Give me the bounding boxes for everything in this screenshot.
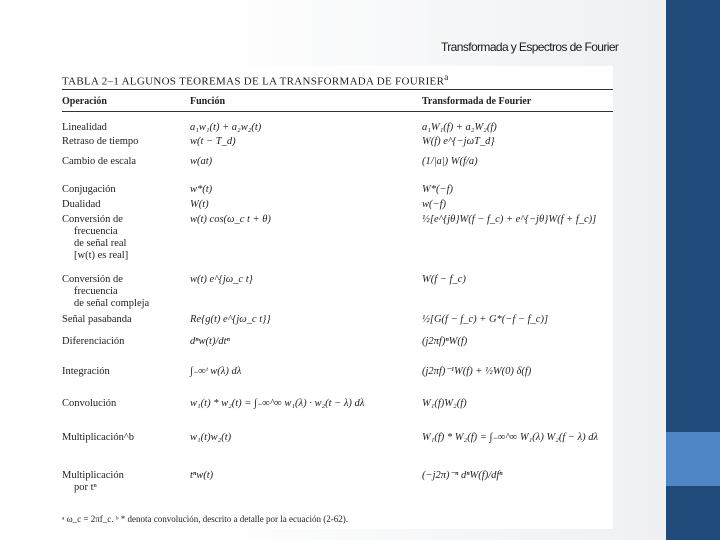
table-cell-function: w₁(t)w₂(t) [190,432,232,443]
table-cell-function: w(t − T_d) [190,136,236,147]
table-cell-operation: Convolución [62,398,117,409]
table-footnote: ᵃ ω_c = 2πf_c. ᵇ * denota convolución, descrito a detalle por la ecuación (2-62). [62,514,348,524]
table-cell-transform: W(f) e^{−jωT_d} [422,136,495,147]
table-cell-function: w(t) cos(ω_c t + θ) [190,214,271,225]
table-cell-operation: Señal pasabanda [62,314,132,325]
accent-bar-top [666,0,720,432]
table-cell-transform: W*(−f) [422,184,453,195]
table-cell-operation: Diferenciación [62,336,125,347]
table-cell-function: w(t) e^{jω_c t} [190,274,253,285]
table-cell-transform: a₁W₁(f) + a₂W₂(f) [422,122,497,133]
table-cell-function: tⁿw(t) [190,470,214,481]
header-operation: Operación [62,96,107,107]
table-cell-function: ∫₋∞ᵗ w(λ) dλ [190,366,242,377]
table-caption [62,72,449,88]
table-cell-operation: Conjugación [62,184,116,195]
table-caption-mark: a [444,72,449,82]
table-cell-transform: ½[G(f − f_c) + G*(−f − f_c)] [422,314,549,325]
table-cell-operation: Multiplicación [62,470,124,481]
table-cell-transform: (−j2π)⁻ⁿ dⁿW(f)/dfⁿ [422,470,503,481]
table-cell-function: Re{g(t) e^{jω_c t}} [190,314,271,325]
table-cell-operation: frecuencia [74,286,118,297]
table-cell-operation: de señal real [74,238,127,249]
slide-title: Transformada y Espectros de Fourier [441,40,619,54]
table-cell-operation: Dualidad [62,199,101,210]
fourier-theorems-table [54,66,613,529]
table-cell-transform: w(−f) [422,199,446,210]
table-cell-operation: Linealidad [62,122,107,133]
table-cell-transform: W(f − f_c) [422,274,466,285]
table-cell-operation: Cambio de escala [62,156,137,167]
table-cell-transform: W₁(f)W₂(f) [422,398,467,409]
table-header-rule [62,111,613,112]
table-cell-operation: Integración [62,366,110,377]
table-cell-transform: ½[e^{jθ}W(f − f_c) + e^{−jθ}W(f + f_c)] [422,214,597,225]
table-cell-transform: (j2πf)ⁿW(f) [422,336,468,347]
table-cell-operation: Conversión de [62,214,123,225]
table-caption-text: TABLA 2–1 ALGUNOS TEOREMAS DE LA TRANSFORMADA DE FOURIER [62,75,445,88]
table-cell-operation: de señal compleja [74,298,150,309]
table-cell-transform: (j2πf)⁻¹W(f) + ½W(0) δ(f) [422,366,532,377]
table-cell-transform: W₁(f) * W₂(f) = ∫₋∞^∞ W₁(λ) W₂(f − λ) dλ [422,432,599,443]
table-cell-operation: [w(t) es real] [74,250,129,261]
table-cell-function: w₁(t) * w₂(t) = ∫₋∞^∞ w₁(λ) · w₂(t − λ) dλ [190,398,365,409]
table-cell-function: dⁿw(t)/dtⁿ [190,336,230,347]
accent-bar-bottom [666,486,720,540]
table-cell-operation: Multiplicación^b [62,432,134,443]
table-cell-transform: (1/|a|) W(f/a) [422,156,478,167]
table-cell-function: W(t) [190,199,209,210]
table-cell-function: a₁w₁(t) + a₂w₂(t) [190,122,262,133]
accent-bar-middle [666,432,720,486]
table-cell-operation: por tⁿ [74,482,97,493]
header-transform: Transformada de Fourier [422,96,532,107]
table-cell-operation: frecuencia [74,226,118,237]
header-function: Función [190,96,226,107]
table-cell-operation: Conversión de [62,274,123,285]
table-cell-operation: Retraso de tiempo [62,136,139,147]
table-cell-function: w*(t) [190,184,213,195]
table-cell-function: w(at) [190,156,213,167]
table-top-rule [62,89,613,90]
